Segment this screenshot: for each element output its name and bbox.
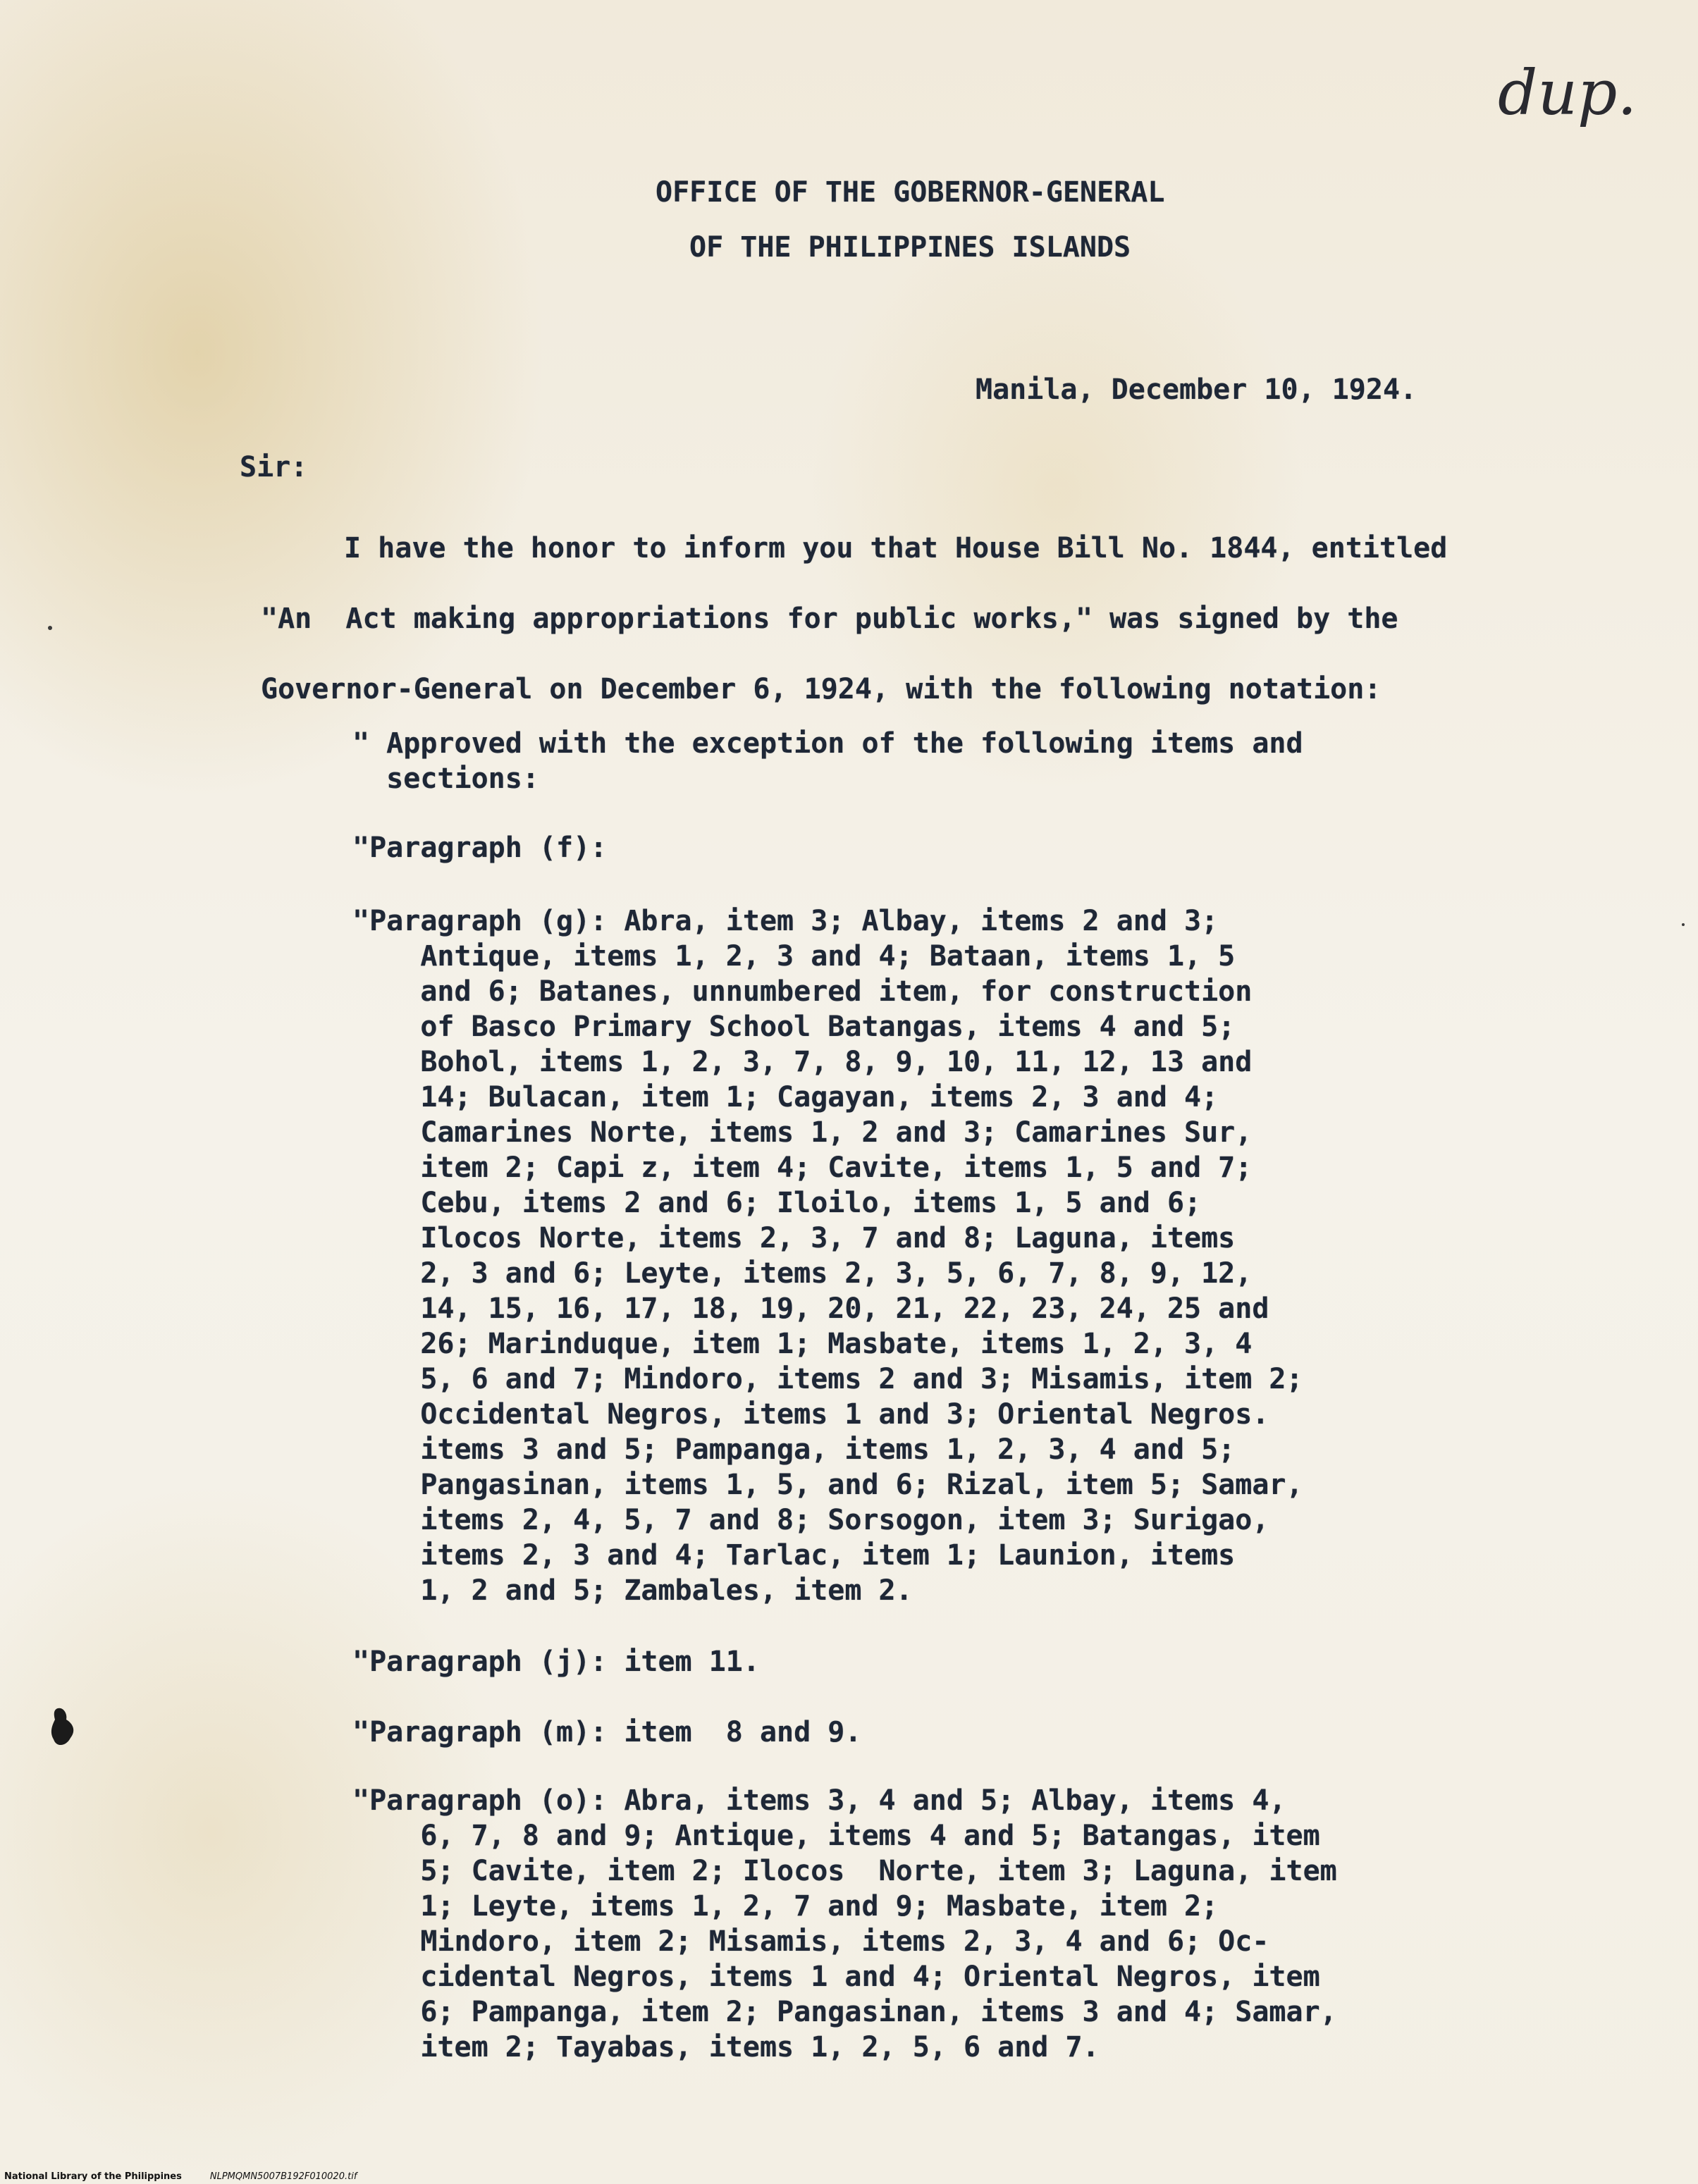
paragraph-g-line: Cebu, items 2 and 6; Iloilo, items 1, 5 and 6; (352, 1187, 1202, 1219)
paragraph-g-line: Camarines Norte, items 1, 2 and 3; Camarines Sur, (352, 1116, 1253, 1149)
paragraph-f: "Paragraph (f): (352, 832, 608, 864)
paragraph-g-line: 14, 15, 16, 17, 18, 19, 20, 21, 22, 23, 24, 25 and (352, 1292, 1269, 1325)
scan-footer (4, 2171, 357, 2182)
footer-filename: NLPMQMN5007B192F010020.tif (209, 2171, 357, 2182)
paragraph-g-line: Antique, items 1, 2, 3 and 4; Bataan, items 1, 5 (352, 940, 1236, 973)
paragraph-g (352, 903, 1303, 1608)
notation-line: sections: (352, 763, 539, 795)
letterhead-line-1: OFFICE OF THE GOBERNOR-GENERAL (656, 176, 1165, 209)
intro-paragraph (261, 513, 1447, 724)
paragraph-g-line: Ilocos Norte, items 2, 3, 7 and 8; Laguna, items (352, 1222, 1236, 1254)
paragraph-g-line: item 2; Capi z, item 4; Cavite, items 1, 5 and 7; (352, 1152, 1253, 1184)
paragraph-g-line: items 2, 4, 5, 7 and 8; Sorsogon, item 3; Surigao, (352, 1504, 1269, 1536)
paragraph-j: "Paragraph (j): item 11. (352, 1646, 760, 1678)
paragraph-g-line: items 3 and 5; Pampanga, items 1, 2, 3, 4 and 5; (352, 1433, 1236, 1466)
paper-speck (48, 626, 52, 630)
paragraph-g-line: Pangasinan, items 1, 5, and 6; Rizal, item 5; Samar, (352, 1469, 1303, 1501)
intro-line: I have the honor to inform you that House Bill No. 1844, entitled (344, 532, 1448, 564)
intro-line: Governor-General on December 6, 1924, with the following notation: (261, 673, 1382, 705)
intro-line: "An Act making appropriations for public works," was signed by the (261, 603, 1398, 635)
paper-speck (1682, 923, 1685, 926)
dateline: Manila, December 10, 1924. (976, 374, 1417, 406)
paragraph-g-line: 26; Marinduque, item 1; Masbate, items 1, 2, 3, 4 (352, 1328, 1253, 1360)
ink-blot (49, 1707, 78, 1748)
paragraph-g-line: items 2, 3 and 4; Tarlac, item 1; Launion, items (352, 1539, 1236, 1572)
paragraph-o-line: 1; Leyte, items 1, 2, 7 and 9; Masbate, item 2; (352, 1890, 1219, 1923)
paragraph-g-line: Occidental Negros, items 1 and 3; Oriental Negros. (352, 1398, 1269, 1431)
paragraph-o-line: Mindoro, item 2; Misamis, items 2, 3, 4 and 6; Oc- (352, 1925, 1269, 1958)
paragraph-g-line: 2, 3 and 6; Leyte, items 2, 3, 5, 6, 7, 8, 9, 12, (352, 1257, 1253, 1290)
paragraph-g-line: of Basco Primary School Batangas, items 4 and 5; (352, 1011, 1236, 1043)
paragraph-m: "Paragraph (m): item 8 and 9. (352, 1716, 862, 1748)
paragraph-o-line: 6, 7, 8 and 9; Antique, items 4 and 5; Batangas, item (352, 1820, 1320, 1852)
notation-line: " Approved with the exception of the following items and (352, 727, 1303, 760)
paragraph-o-line: "Paragraph (o): Abra, items 3, 4 and 5; Albay, items 4, (352, 1784, 1286, 1817)
paragraph-o-line: cidental Negros, items 1 and 4; Oriental Negros, item (352, 1961, 1320, 1993)
paragraph-g-line: 5, 6 and 7; Mindoro, items 2 and 3; Misamis, item 2; (352, 1363, 1303, 1395)
handwritten-note: dup. (1498, 56, 1637, 129)
paragraph-g-line: and 6; Batanes, unnumbered item, for construction (352, 975, 1253, 1008)
paragraph-o (352, 1783, 1337, 2065)
paragraph-g-line: Bohol, items 1, 2, 3, 7, 8, 9, 10, 11, 12, 13 and (352, 1046, 1253, 1078)
paragraph-o-line: 6; Pampanga, item 2; Pangasinan, items 3 and 4; Samar, (352, 1996, 1337, 2028)
letterhead-line-2: OF THE PHILIPPINES ISLANDS (689, 231, 1131, 264)
paragraph-g-line: "Paragraph (g): Abra, item 3; Albay, items 2 and 3; (352, 905, 1219, 937)
approved-notation (352, 726, 1303, 796)
paragraph-o-line: item 2; Tayabas, items 1, 2, 5, 6 and 7. (352, 2031, 1100, 2063)
paragraph-g-line: 1, 2 and 5; Zambales, item 2. (352, 1574, 913, 1607)
paragraph-o-line: 5; Cavite, item 2; Ilocos Norte, item 3; Laguna, item (352, 1855, 1337, 1887)
paragraph-g-line: 14; Bulacan, item 1; Cagayan, items 2, 3 and 4; (352, 1081, 1219, 1113)
footer-library: National Library of the Philippines (4, 2171, 182, 2182)
salutation: Sir: (240, 451, 308, 483)
